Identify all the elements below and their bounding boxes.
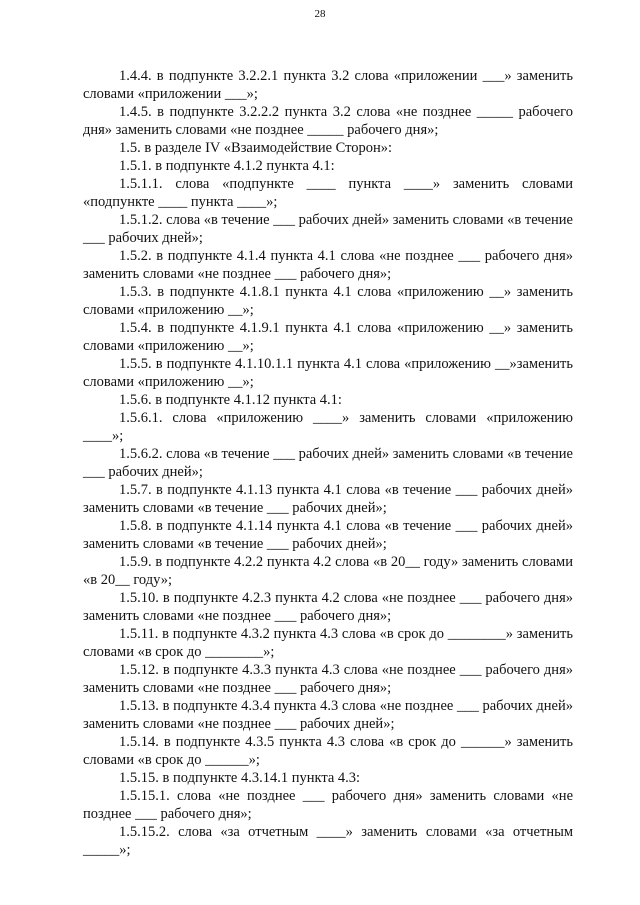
paragraph-1-5-14: 1.5.14. в подпункте 4.3.5 пункта 4.3 слова «в срок до ______» заменить словами «в срок до ______»; (83, 734, 573, 768)
paragraph-1-4-4: 1.4.4. в подпункте 3.2.2.1 пункта 3.2 слова «приложении ___» заменить словами «приложении ___»; (83, 68, 573, 102)
paragraph-1-5-15: 1.5.15. в подпункте 4.3.14.1 пункта 4.3: (119, 770, 361, 786)
paragraph-1-5-1-1: 1.5.1.1. слова «подпункте ____ пункта ____» заменить словами «подпункте ____ пункта ____»; (83, 176, 573, 210)
paragraph-1-5-2: 1.5.2. в подпункте 4.1.4 пункта 4.1 слова «не позднее ___ рабочего дня» заменить словами «не позднее ___ рабочего дня»; (83, 248, 573, 282)
paragraph-1-5-13: 1.5.13. в подпункте 4.3.4 пункта 4.3 слова «не позднее ___ рабочих дней» заменить словами «не позднее ___ рабочих дней»; (83, 698, 573, 732)
paragraph-1-5-1: 1.5.1. в подпункте 4.1.2 пункта 4.1: (119, 158, 335, 174)
paragraph-1-5-15-1: 1.5.15.1. слова «не позднее ___ рабочего дня» заменить словами «не позднее ___ рабочего дня»; (83, 788, 573, 822)
paragraph-1-5-4: 1.5.4. в подпункте 4.1.9.1 пункта 4.1 слова «приложению __» заменить словами «приложению __»; (83, 320, 573, 354)
paragraph-1-5-3: 1.5.3. в подпункте 4.1.8.1 пункта 4.1 слова «приложению __» заменить словами «приложению __»; (83, 284, 573, 318)
paragraph-1-5-5: 1.5.5. в подпункте 4.1.10.1.1 пункта 4.1 слова «приложению __»заменить словами «приложению __»; (83, 356, 573, 390)
paragraph-1-4-5: 1.4.5. в подпункте 3.2.2.2 пункта 3.2 слова «не позднее _____ рабочего дня» заменить словами «не позднее _____ рабочего дня»; (83, 104, 573, 138)
paragraph-1-5-12: 1.5.12. в подпункте 4.3.3 пункта 4.3 слова «не позднее ___ рабочего дня» заменить словами «не позднее ___ рабочего дня»; (83, 662, 573, 696)
paragraph-1-5-6-2: 1.5.6.2. слова «в течение ___ рабочих дней» заменить словами «в течение ___ рабочих дней»; (83, 446, 573, 480)
page-number: 28 (314, 8, 326, 20)
document-body (83, 67, 573, 859)
paragraph-1-5-9: 1.5.9. в подпункте 4.2.2 пункта 4.2 слова «в 20__ году» заменить словами «в 20__ году»; (83, 554, 573, 588)
paragraph-1-5-15-2: 1.5.15.2. слова «за отчетным ____» заменить словами «за отчетным _____»; (83, 824, 573, 858)
paragraph-1-5-11: 1.5.11. в подпункте 4.3.2 пункта 4.3 слова «в срок до ________» заменить словами «в срок до ________»; (83, 626, 573, 660)
paragraph-1-5-1-2: 1.5.1.2. слова «в течение ___ рабочих дней» заменить словами «в течение ___ рабочих дней»; (83, 212, 573, 246)
paragraph-1-5-6-1: 1.5.6.1. слова «приложению ____» заменить словами «приложению ____»; (83, 410, 573, 444)
paragraph-1-5: 1.5. в разделе IV «Взаимодействие Сторон»: (119, 140, 393, 156)
paragraph-1-5-8: 1.5.8. в подпункте 4.1.14 пункта 4.1 слова «в течение ___ рабочих дней» заменить словами «в течение ___ рабочих дней»; (83, 518, 573, 552)
paragraph-1-5-6: 1.5.6. в подпункте 4.1.12 пункта 4.1: (119, 392, 342, 408)
paragraph-1-5-10: 1.5.10. в подпункте 4.2.3 пункта 4.2 слова «не позднее ___ рабочего дня» заменить словами «не позднее ___ рабочего дня»; (83, 590, 573, 624)
paragraph-1-5-7: 1.5.7. в подпункте 4.1.13 пункта 4.1 слова «в течение ___ рабочих дней» заменить словами «в течение ___ рабочих дней»; (83, 482, 573, 516)
